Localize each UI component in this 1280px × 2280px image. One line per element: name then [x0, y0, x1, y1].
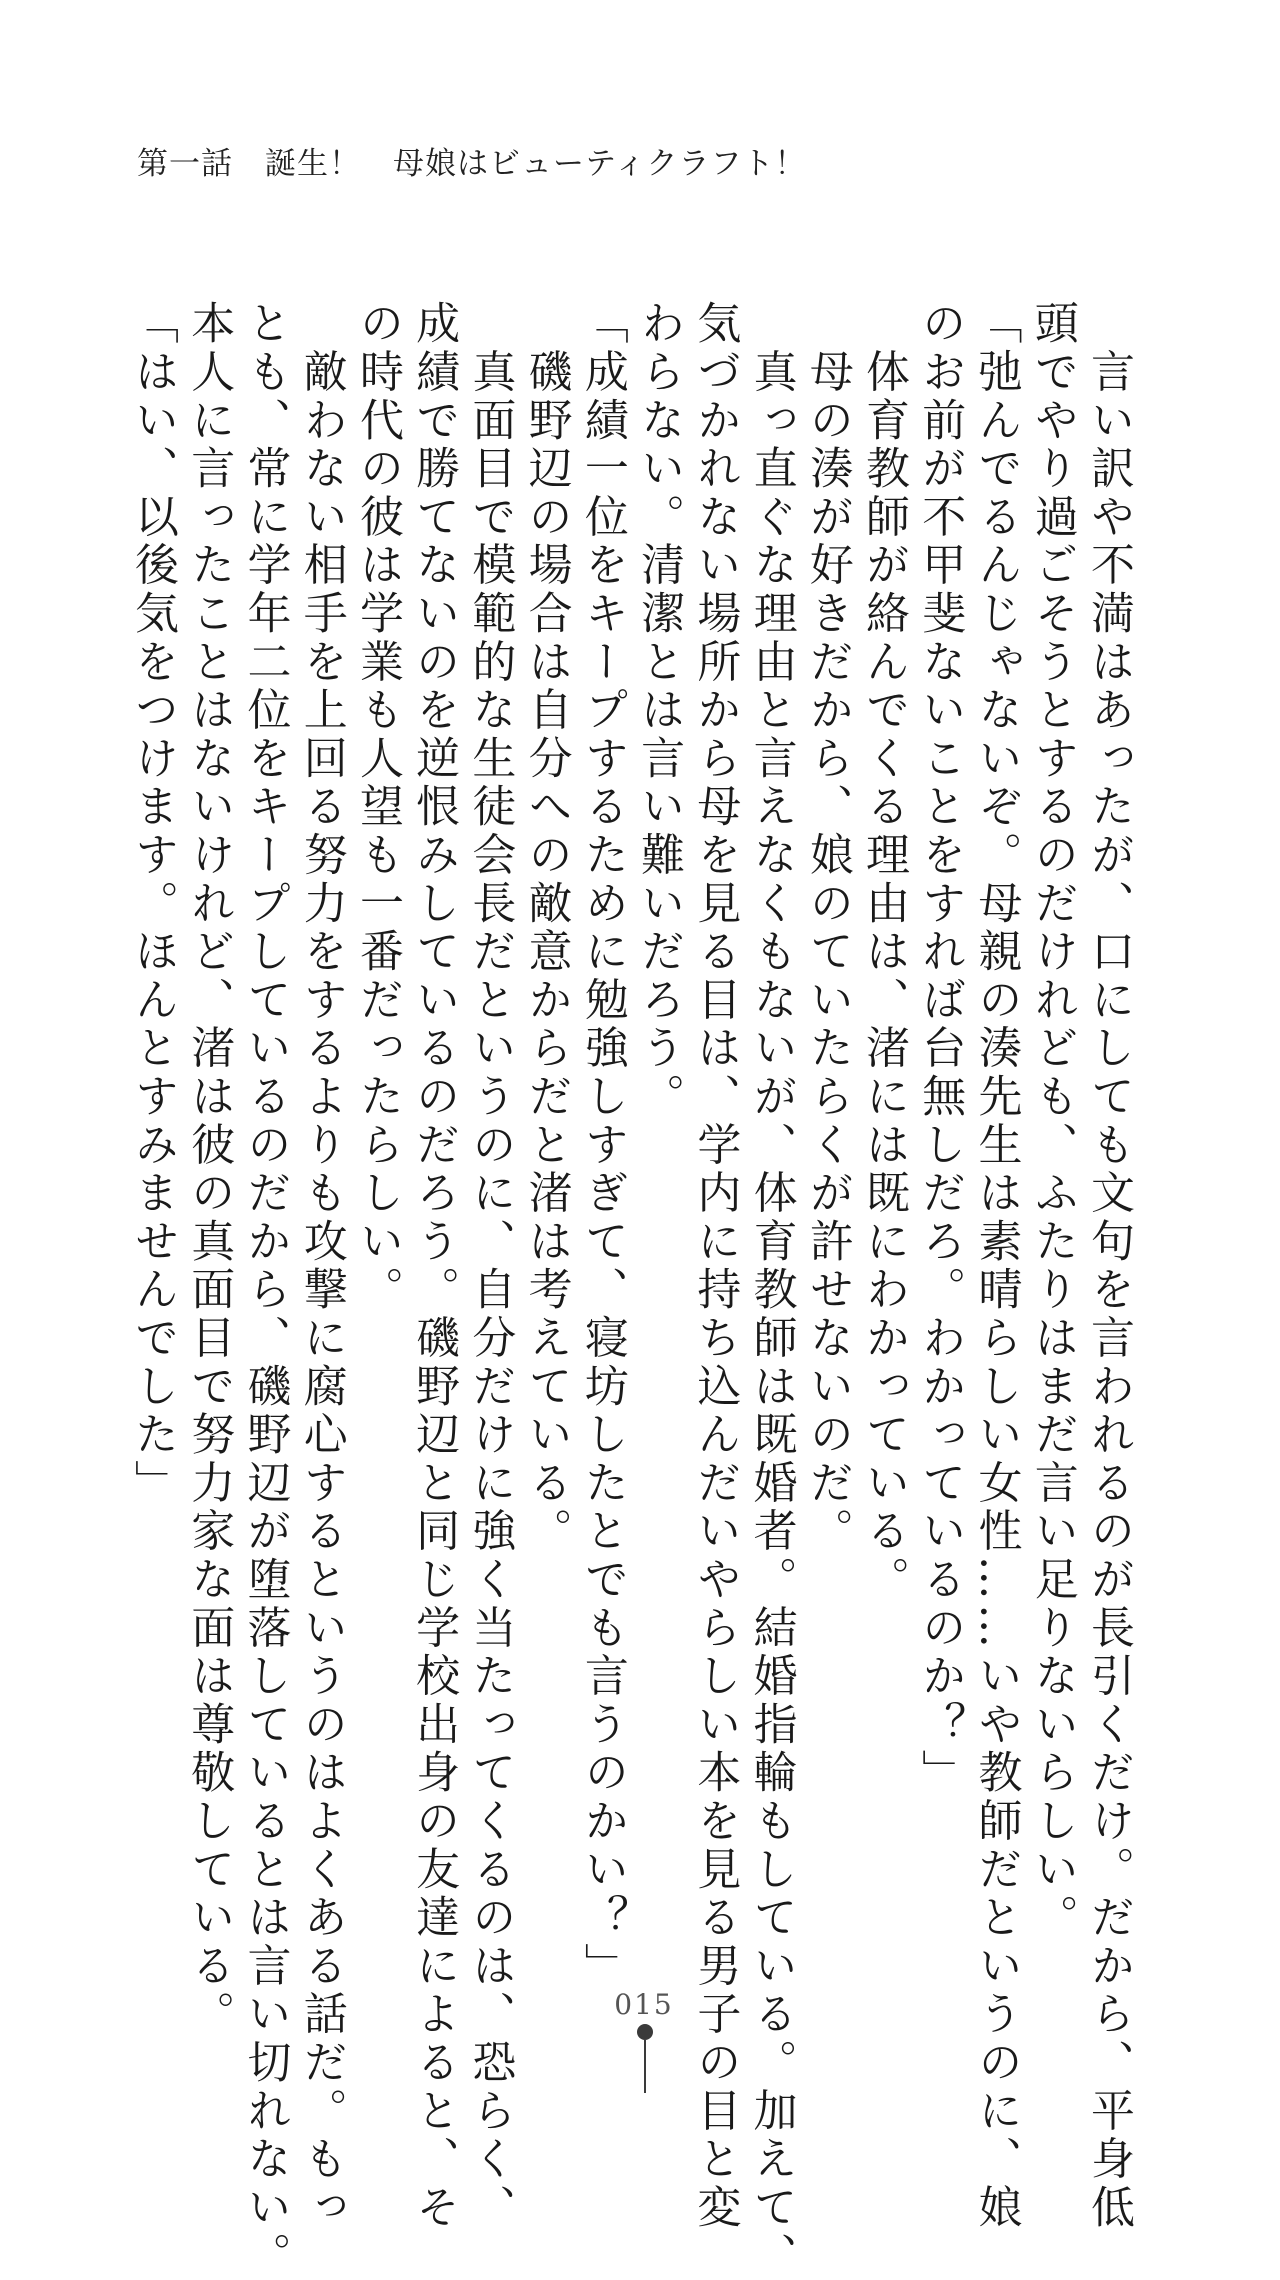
text-line: 「はい、以後気をつけます。ほんとすみませんでした」: [127, 300, 178, 1508]
text-line: 真っ直ぐな理由と言えなくもないが、体育教師は既婚者。結婚指輪もしている。加えて、: [745, 300, 797, 2280]
text-line: 敵わない相手を上回る努力をするよりも攻撃に腐心するというのはよくある話だ。もっ: [295, 300, 347, 2232]
text-line: わらない。清潔とは言い難いだろう。: [633, 300, 685, 1122]
text-line: のお前が不甲斐ないことをすれば台無しだろ。わかっているのか？」: [914, 300, 966, 1798]
text-line: の時代の彼は学業も人望も一番だったらしい。: [351, 300, 403, 1315]
text-line: 「弛んでるんじゃないぞ。母親の湊先生は素晴らしい女性……いや教師だというのに、娘: [970, 300, 1022, 2232]
text-line: 頭でやり過ごそうとするのだけれども、ふたりはまだ言い足りないらしい。: [1026, 300, 1078, 1943]
text-line: 真面目で模範的な生徒会長だというのに、自分だけに強く当たってくるのは、恐らく、: [464, 300, 516, 2232]
page-number: 015: [614, 1988, 674, 2021]
text-line: 本人に言ったことはないけれど、渚は彼の真面目で努力家な面は尊敬している。: [183, 300, 235, 2039]
text-line: 体育教師が絡んでくる理由は、渚には既にわかっている。: [858, 300, 910, 1605]
page-marker-line: [644, 2040, 646, 2093]
text-line: 磯野辺の場合は自分への敵意からだと渚は考えている。: [520, 300, 572, 1556]
running-header: 第一話 誕生！ 母娘はビューティクラフト！: [137, 146, 807, 182]
text-line: 母の湊が好きだから、娘のていたらくが許せないのだ。: [801, 300, 853, 1556]
page-marker-dot: [637, 2024, 653, 2040]
text-line: 成績で勝てないのを逆恨みしているのだろう。磯野辺と同じ学校出身の友達によると、そ: [408, 300, 460, 2232]
text-line: 「成績一位をキープするために勉強しすぎて、寝坊したとでも言うのかい？」: [576, 300, 628, 1991]
text-line: とも、常に学年二位をキープしているのだから、磯野辺が堕落しているとは言い切れない。: [239, 300, 291, 2280]
text-line: 気づかれない場所から母を見る目は、学内に持ち込んだいやらしい本を見る男子の目と変: [689, 300, 741, 2232]
text-line: 言い訳や不満はあったが、口にしても文句を言われるのが長引くだけ。だから、平身低: [1082, 300, 1134, 2232]
